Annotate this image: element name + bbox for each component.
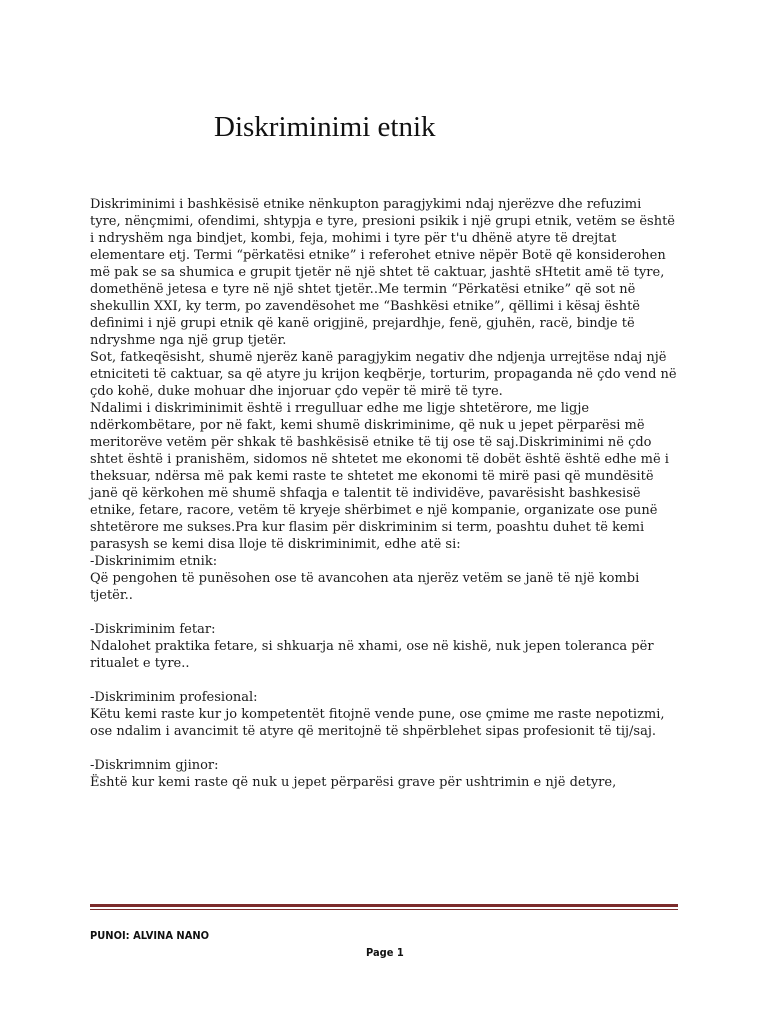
- body-line: etnike, fetare, racore, vetëm të kryeje shërbimet e një kompanie, organizate ose punë: [90, 503, 658, 518]
- body-line: Ndalohet praktika fetare, si shkuarja në xhami, ose në kishë, nuk jepen toleranca për: [90, 639, 654, 654]
- footer-author: PUNOI: ALVINA NANO: [90, 929, 210, 942]
- body-line: -Diskriminim profesional:: [90, 690, 258, 705]
- body-line: definimi i një grupi etnik që kanë origjinë, prejardhje, fenë, gjuhën, racë, bindje të: [90, 316, 635, 331]
- footer-divider-thin: [90, 909, 678, 910]
- footer-divider-thick: [90, 904, 678, 907]
- body-line: çdo kohë, duke mohuar dhe injoruar çdo vepër të mirë të tyre.: [90, 384, 503, 399]
- body-line: ndryshme nga një grup tjetër.: [90, 333, 287, 348]
- body-line: Ndalimi i diskriminimit është i rregulluar edhe me ligje shtetërore, me ligje: [90, 401, 590, 416]
- body-line: etniciteti të caktuar, sa që atyre ju krijon keqbërje, torturim, propaganda në çdo vend në: [90, 367, 677, 382]
- body-line: parasysh se kemi disa lloje të diskriminimit, edhe atë si:: [90, 537, 461, 552]
- body-line: Këtu kemi raste kur jo kompetentët fitojnë vende pune, ose çmime me raste nepotizmi,: [90, 707, 665, 722]
- document-body: [90, 196, 690, 791]
- body-line: tjetër..: [90, 588, 133, 603]
- body-line: -Diskrimnim gjinor:: [90, 758, 219, 773]
- body-line: meritorëve vetëm për shkak të bashkësisë etnike të tij ose të saj.Diskriminimi në çdo: [90, 435, 652, 450]
- body-line: shtet është i pranishëm, sidomos në shtetet me ekonomi të dobët është është edhe më i: [90, 452, 669, 467]
- body-line: shekullin XXI, ky term, po zavendësohet me “Bashkësi etnike”, qëllimi i kësaj është: [90, 299, 640, 314]
- body-line: [90, 604, 690, 621]
- body-line: domethënë jetesa e tyre në një shtet tjetër..Me termin “Përkatësi etnike” që sot në: [90, 282, 636, 297]
- page-number: Page 1: [366, 946, 404, 959]
- body-line: tyre, nënçmimi, ofendimi, shtypja e tyre, presioni psikik i një grupi etnik, vetëm se është: [90, 214, 675, 229]
- document-title: Diskriminimi etnik: [214, 111, 436, 143]
- body-line: ndërkombëtare, por në fakt, kemi shumë diskriminime, që nuk u jepet përparësi më: [90, 418, 645, 433]
- body-line: i ndryshëm nga bindjet, kombi, feja, mohimi i tyre për t'u dhënë atyre të drejtat: [90, 231, 617, 246]
- body-line: Që pengohen të punësohen ose të avancohen ata njerëz vetëm se janë të një kombi: [90, 571, 640, 586]
- body-line: -Diskrinimim etnik:: [90, 554, 218, 569]
- body-line: elementare etj. Termi “përkatësi etnike” i referohet etnive nëpër Botë që konsiderohen: [90, 248, 666, 263]
- body-line: [90, 672, 690, 689]
- body-line: -Diskriminim fetar:: [90, 622, 216, 637]
- body-line: më pak se sa shumica e grupit tjetër në një shtet të caktuar, jashtë sHtetit amë të tyre,: [90, 265, 665, 280]
- body-line: Diskriminimi i bashkësisë etnike nënkupton paragjykimi ndaj njerëzve dhe refuzimi: [90, 197, 642, 212]
- body-line: Sot, fatkeqësisht, shumë njerëz kanë paragjykim negativ dhe ndjenja urrejtëse ndaj një: [90, 350, 667, 365]
- body-line: Është kur kemi raste që nuk u jepet përparësi grave për ushtrimin e një detyre,: [90, 775, 617, 790]
- body-line: [90, 740, 690, 757]
- body-line: janë që kërkohen më shumë shfaqja e talentit të individëve, pavarësisht bashkesisë: [90, 486, 641, 501]
- body-line: theksuar, ndërsa më pak kemi raste te shtetet me ekonomi të mirë pasi që mundësitë: [90, 469, 654, 484]
- body-line: ritualet e tyre..: [90, 656, 190, 671]
- body-line: ose ndalim i avancimit të atyre që meritojnë të shpërblehet sipas profesionit të tij/saj.: [90, 724, 657, 739]
- body-line: shtetërore me sukses.Pra kur flasim për diskriminim si term, poashtu duhet të kemi: [90, 520, 645, 535]
